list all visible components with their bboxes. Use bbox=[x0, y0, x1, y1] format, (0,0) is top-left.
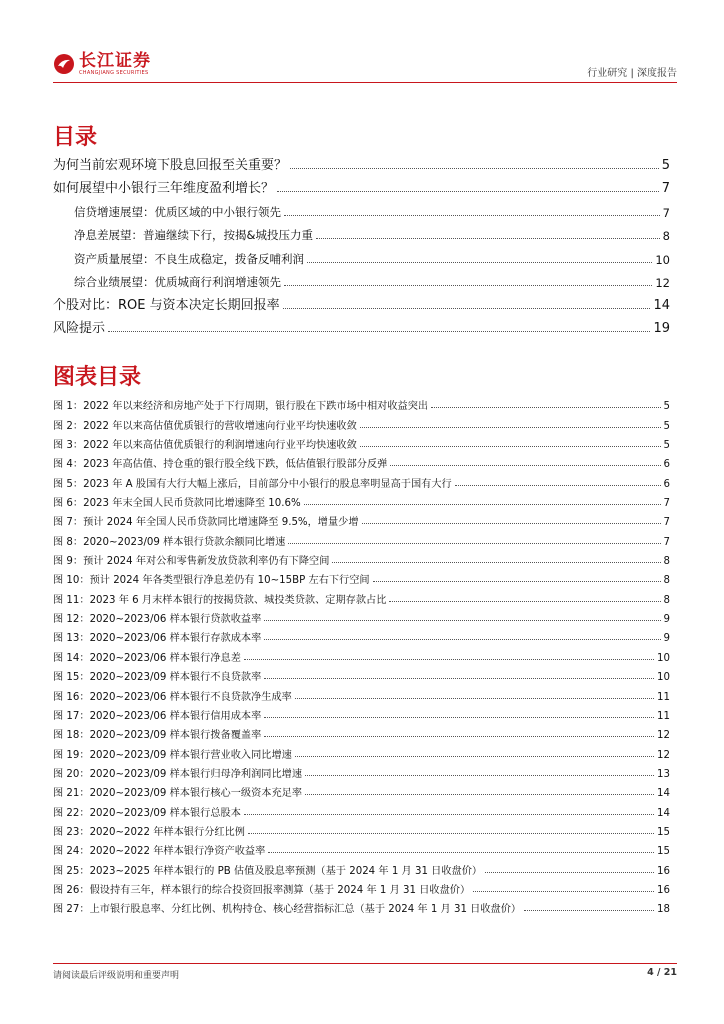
toc-entry-text: 为何当前宏观环境下股息回报至关重要？ bbox=[53, 158, 288, 173]
figure-entry-page: 11 bbox=[657, 691, 670, 703]
figure-entry-text: 图 21：2020~2023/09 样本银行核心一级资本充足率 bbox=[53, 788, 303, 800]
figure-entry[interactable] bbox=[53, 722, 670, 741]
dot-leader bbox=[268, 852, 654, 853]
toc-entry[interactable] bbox=[53, 150, 670, 173]
figure-entry[interactable] bbox=[53, 683, 670, 702]
figure-entry[interactable] bbox=[53, 838, 670, 857]
toc-entry-page: 14 bbox=[653, 298, 670, 313]
figure-entry-page: 18 bbox=[657, 904, 670, 916]
dot-leader bbox=[264, 678, 654, 679]
toc-entry-page: 5 bbox=[661, 158, 670, 173]
toc-entry[interactable] bbox=[53, 243, 670, 267]
toc-entry[interactable] bbox=[53, 173, 670, 196]
figure-entry-page: 8 bbox=[663, 575, 670, 587]
figure-entry-text: 图 18：2020~2023/09 样本银行拨备覆盖率 bbox=[53, 730, 262, 742]
dot-leader bbox=[524, 910, 654, 911]
figure-entry-page: 16 bbox=[657, 884, 670, 896]
figure-entry-text: 图 23：2020~2022 年样本银行分红比例 bbox=[53, 826, 245, 838]
figure-entry-text: 图 6：2023 年末全国人民币贷款同比增速降至 10.6% bbox=[53, 498, 301, 510]
figure-entry[interactable] bbox=[53, 761, 670, 780]
figure-entry[interactable] bbox=[53, 393, 670, 412]
figure-entry[interactable] bbox=[53, 625, 670, 644]
figure-entry-text: 图 7：预计 2024 年全国人民币贷款同比增速降至 9.5%，增量少增 bbox=[53, 517, 359, 529]
figure-entry[interactable] bbox=[53, 799, 670, 818]
figure-entry-text: 图 24：2020~2022 年样本银行净资产收益率 bbox=[53, 846, 266, 858]
dot-leader bbox=[264, 620, 660, 621]
dot-leader bbox=[264, 736, 654, 737]
toc-entry-text: 资产质量展望：不良生成稳定，拨备反哺利润 bbox=[74, 251, 304, 266]
figure-entry-text: 图 20：2020~2023/09 样本银行归母净利润同比增速 bbox=[53, 768, 303, 780]
figure-entry[interactable] bbox=[53, 741, 670, 760]
company-logo bbox=[53, 52, 151, 76]
figure-entry-page: 7 bbox=[663, 536, 670, 548]
figures-title: 图表目录 bbox=[53, 365, 142, 390]
dot-leader bbox=[305, 794, 654, 795]
toc-entry-text: 如何展望中小银行三年维度盈利增长？ bbox=[53, 181, 275, 196]
figure-entry-page: 9 bbox=[663, 614, 670, 626]
figure-entry-text: 图 8：2020~2023/09 样本银行贷款余额同比增速 bbox=[53, 536, 286, 548]
figure-entry-page: 6 bbox=[663, 459, 670, 471]
toc-entry-text: 净息差展望：普遍继续下行，按揭&城投压力重 bbox=[74, 228, 313, 242]
figure-entry-page: 12 bbox=[657, 749, 670, 761]
figure-entry-text: 图 5：2023 年 A 股国有大行大幅上涨后，目前部分中小银行的股息率明显高于国有大行 bbox=[53, 478, 452, 490]
dot-leader bbox=[390, 465, 660, 466]
toc-entry[interactable] bbox=[53, 220, 670, 244]
footer-divider bbox=[53, 963, 677, 964]
figure-entry-page: 5 bbox=[663, 420, 670, 432]
figure-entry[interactable] bbox=[53, 586, 670, 605]
logo-chinese-name: 长江证券 bbox=[79, 51, 151, 71]
dot-leader bbox=[473, 891, 654, 892]
figure-entry[interactable] bbox=[53, 528, 670, 547]
dot-leader bbox=[389, 601, 660, 602]
figure-entry-page: 13 bbox=[657, 768, 670, 780]
figure-entry-text: 图 1：2022 年以来经济和房地产处于下行周期，银行股在下跌市场中相对收益突出 bbox=[53, 401, 429, 413]
figure-entry-text: 图 13：2020~2023/06 样本银行存款成本率 bbox=[53, 633, 262, 645]
dot-leader bbox=[277, 191, 659, 192]
figure-entry[interactable] bbox=[53, 896, 670, 915]
figure-entry[interactable] bbox=[53, 548, 670, 567]
figure-entry-page: 16 bbox=[657, 865, 670, 877]
dot-leader bbox=[373, 581, 661, 582]
figure-entry-page: 7 bbox=[663, 517, 670, 529]
figure-entry-text: 图 2：2022 年以来高估值优质银行的营收增速向行业平均快速收敛 bbox=[53, 420, 357, 432]
figure-entry[interactable] bbox=[53, 857, 670, 876]
figure-entry-page: 8 bbox=[663, 594, 670, 606]
figure-entry-page: 5 bbox=[663, 401, 670, 413]
figure-entry-page: 5 bbox=[663, 440, 670, 452]
toc-entry[interactable] bbox=[53, 267, 670, 291]
toc-entry-page: 7 bbox=[662, 205, 670, 220]
figure-entry[interactable] bbox=[53, 412, 670, 431]
page-number: 4 / 21 bbox=[647, 967, 677, 978]
figure-entry[interactable] bbox=[53, 470, 670, 489]
dot-leader bbox=[288, 543, 660, 544]
figure-entry-text: 图 17：2020~2023/06 样本银行信用成本率 bbox=[53, 710, 262, 722]
dot-leader bbox=[431, 407, 660, 408]
figure-entry-text: 图 15：2020~2023/09 样本银行不良贷款率 bbox=[53, 672, 262, 684]
dot-leader bbox=[316, 238, 660, 239]
figure-entry-page: 10 bbox=[657, 672, 670, 684]
toc-entry-page: 19 bbox=[653, 321, 670, 336]
toc-title: 目录 bbox=[53, 125, 98, 150]
figure-entry[interactable] bbox=[53, 664, 670, 683]
figure-entry-text: 图 14：2020~2023/06 样本银行净息差 bbox=[53, 652, 241, 664]
dot-leader bbox=[360, 427, 661, 428]
figure-entry[interactable] bbox=[53, 819, 670, 838]
dot-leader bbox=[244, 814, 654, 815]
figure-entry[interactable] bbox=[53, 644, 670, 663]
figure-entry-page: 10 bbox=[657, 652, 670, 664]
dot-leader bbox=[295, 756, 654, 757]
figure-entry[interactable] bbox=[53, 567, 670, 586]
toc-entry-page: 12 bbox=[655, 276, 670, 290]
figure-entry-text: 图 27：上市银行股息率、分红比例、机构持仓、核心经营指标汇总（基于 2024 年 1 月 31 日收盘价） bbox=[53, 904, 522, 916]
figure-entry-page: 6 bbox=[663, 478, 670, 490]
figure-entry-page: 12 bbox=[657, 730, 670, 742]
header-divider bbox=[53, 82, 677, 83]
figure-list bbox=[53, 393, 670, 915]
figure-entry-page: 9 bbox=[663, 633, 670, 645]
dot-leader bbox=[244, 659, 654, 660]
figure-entry-text: 图 9：预计 2024 年对公和零售新发放贷款利率仍有下降空间 bbox=[53, 556, 330, 568]
dot-leader bbox=[284, 215, 660, 216]
dot-leader bbox=[284, 285, 652, 286]
figure-entry-page: 15 bbox=[657, 826, 670, 838]
dot-leader bbox=[108, 331, 650, 332]
toc-entry[interactable] bbox=[53, 196, 670, 220]
figure-entry[interactable] bbox=[53, 877, 670, 896]
figure-entry-page: 8 bbox=[663, 556, 670, 568]
dot-leader bbox=[360, 446, 661, 447]
figure-entry-text: 图 26：假设持有三年，样本银行的综合投资回报率测算（基于 2024 年 1 月 31 日收盘价） bbox=[53, 884, 471, 896]
toc-entry-text: 风险提示 bbox=[53, 321, 106, 336]
figure-entry-page: 14 bbox=[657, 788, 670, 800]
figure-entry-text: 图 3：2022 年以来高估值优质银行的利润增速向行业平均快速收敛 bbox=[53, 440, 357, 452]
figure-entry-text: 图 19：2020~2023/09 样本银行营业收入同比增速 bbox=[53, 749, 292, 761]
figure-entry-text: 图 16：2020~2023/06 样本银行不良贷款净生成率 bbox=[53, 691, 292, 703]
toc-entry-text: 信贷增速展望：优质区域的中小银行领先 bbox=[74, 204, 281, 219]
toc-entry-page: 10 bbox=[655, 252, 670, 267]
logo-english-name: CHANGJIANG SECURITIES bbox=[79, 70, 149, 76]
figure-entry[interactable] bbox=[53, 703, 670, 722]
figure-entry[interactable] bbox=[53, 509, 670, 528]
figure-entry[interactable] bbox=[53, 490, 670, 509]
figure-entry-page: 14 bbox=[657, 807, 670, 819]
figure-entry[interactable] bbox=[53, 451, 670, 470]
dot-leader bbox=[264, 717, 654, 718]
dot-leader bbox=[455, 485, 661, 486]
toc-entry[interactable] bbox=[53, 313, 670, 336]
changjiang-logo-icon bbox=[53, 53, 75, 75]
dot-leader bbox=[264, 639, 660, 640]
dot-leader bbox=[305, 775, 654, 776]
toc-list bbox=[53, 150, 670, 336]
dot-leader bbox=[248, 833, 654, 834]
figure-entry-text: 图 10：预计 2024 年各类型银行净息差仍有 10~15BP 左右下行空间 bbox=[53, 575, 370, 587]
dot-leader bbox=[307, 262, 652, 263]
figure-entry-page: 7 bbox=[663, 498, 670, 510]
toc-entry-text: 综合业绩展望：优质城商行利润增速领先 bbox=[74, 275, 281, 289]
figure-entry-text: 图 12：2020~2023/06 样本银行贷款收益率 bbox=[53, 614, 262, 626]
toc-entry-text: 个股对比：ROE 与资本决定长期回报率 bbox=[53, 298, 280, 313]
figure-entry-text: 图 25：2023~2025 年样本银行的 PB 估值及股息率预测（基于 2024 年 1 月 31 日收盘价） bbox=[53, 865, 483, 877]
dot-leader bbox=[283, 308, 651, 309]
dot-leader bbox=[362, 523, 661, 524]
figure-entry[interactable] bbox=[53, 606, 670, 625]
figure-entry-page: 11 bbox=[657, 710, 670, 722]
disclaimer-note: 请阅读最后评级说明和重要声明 bbox=[53, 971, 180, 981]
toc-entry-page: 7 bbox=[661, 181, 670, 196]
figure-entry-text: 图 4：2023 年高估值、持仓重的银行股全线下跌，低估值银行股部分反弹 bbox=[53, 459, 388, 471]
dot-leader bbox=[290, 168, 659, 169]
dot-leader bbox=[304, 504, 661, 505]
report-category: 行业研究 | 深度报告 bbox=[587, 68, 677, 79]
figure-entry[interactable] bbox=[53, 780, 670, 799]
dot-leader bbox=[332, 562, 660, 563]
figure-entry-text: 图 11：2023 年 6 月末样本银行的按揭贷款、城投类贷款、定期存款占比 bbox=[53, 594, 387, 606]
toc-entry[interactable] bbox=[53, 290, 670, 313]
figure-entry[interactable] bbox=[53, 432, 670, 451]
figure-entry-page: 15 bbox=[657, 846, 670, 858]
dot-leader bbox=[485, 872, 654, 873]
dot-leader bbox=[295, 698, 654, 699]
toc-entry-page: 8 bbox=[662, 229, 670, 243]
figure-entry-text: 图 22：2020~2023/09 样本银行总股本 bbox=[53, 807, 241, 819]
